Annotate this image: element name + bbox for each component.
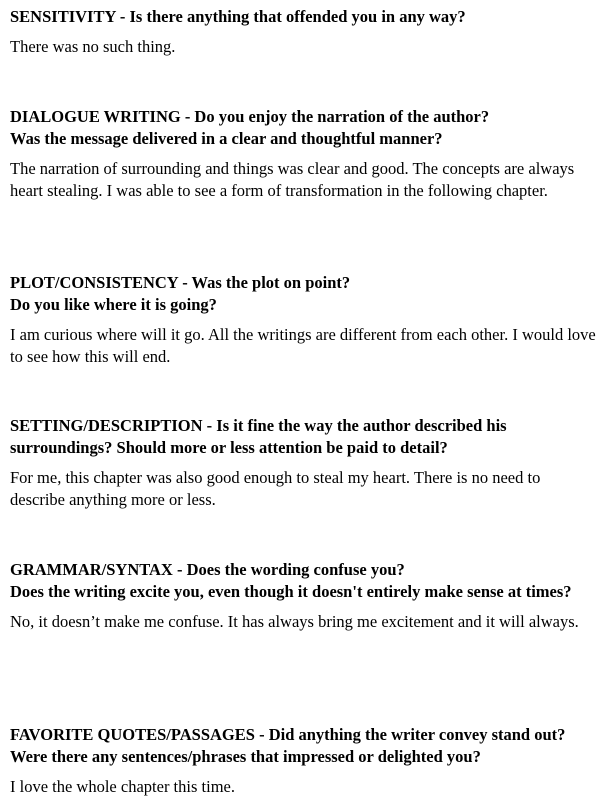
section-heading: SETTING/DESCRIPTION - Is it fine the way the author described his surroundings? Should more or less attention be paid to detail?: [10, 416, 507, 457]
section-answer: There was no such thing.: [10, 37, 176, 56]
section-sensitivity: [10, 6, 596, 58]
section-plot-consistency: [10, 272, 596, 368]
section-favorite-quotes: [10, 724, 596, 798]
section-answer: The narration of surrounding and things was clear and good. The concepts are always heart stealing. I was able to see a form of transformation in the following chapter.: [10, 159, 575, 200]
section-answer: No, it doesn’t make me confuse. It has always bring me excitement and it will always.: [10, 612, 579, 631]
section-answer: I love the whole chapter this time.: [10, 777, 235, 796]
section-dialogue-writing: [10, 106, 596, 202]
section-grammar-syntax: [10, 559, 596, 633]
section-heading: DIALOGUE WRITING - Do you enjoy the narration of the author? Was the message delivered in a clear and thoughtful manner?: [10, 107, 490, 148]
section-setting-description: [10, 415, 596, 511]
section-heading: FAVORITE QUOTES/PASSAGES - Did anything the writer convey stand out? Were there any sentences/phrases that impressed or delighted you?: [10, 725, 566, 766]
section-heading: GRAMMAR/SYNTAX - Does the wording confuse you? Does the writing excite you, even though it doesn't entirely make sense at times?: [10, 560, 572, 601]
section-heading: PLOT/CONSISTENCY - Was the plot on point? Do you like where it is going?: [10, 273, 351, 314]
section-answer: For me, this chapter was also good enough to steal my heart. There is no need to describe anything more or less.: [10, 468, 541, 509]
section-answer: I am curious where will it go. All the writings are different from each other. I would love to see how this will end.: [10, 325, 596, 366]
section-heading: SENSITIVITY - Is there anything that offended you in any way?: [10, 7, 466, 26]
